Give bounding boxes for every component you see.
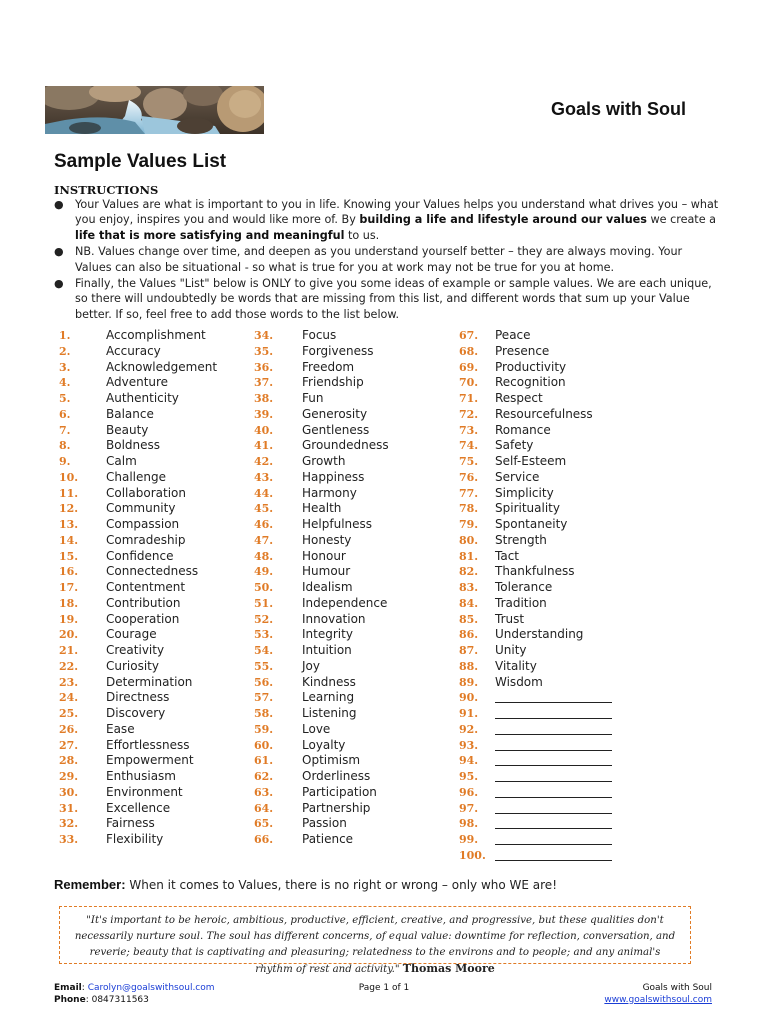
- quote-text: "It's important to be heroic, ambitious, productive, efficient, creative, and progressive, but these qualities don't necessarily nurture soul. The soul has different concerns, of equal value: downtime for reflection, conversation, and reverie; beauty that is captivating and pleasuring; relatedness to the environs and to people; and any animal's rhythm of rest and activity.": [74, 915, 676, 975]
- value-number: 38.: [254, 392, 274, 405]
- blank-value-line[interactable]: [495, 702, 612, 703]
- phone-value: 0847311563: [91, 994, 149, 1005]
- value-label: Listening: [302, 706, 357, 720]
- value-label: Community: [106, 501, 176, 516]
- value-number: 39.: [254, 407, 274, 421]
- value-label: Peace: [495, 328, 531, 342]
- value-number: 33.: [59, 833, 79, 846]
- value-number: 92.: [459, 722, 479, 736]
- value-number: 32.: [59, 817, 79, 831]
- instruction-text: to us.: [344, 228, 380, 242]
- value-number: 20.: [59, 628, 79, 642]
- footer-contact: Email: Carolyn@goalswithsoul.com Phone: 0847311563: [54, 983, 215, 1005]
- website-link[interactable]: www.goalswithsoul.com: [604, 994, 712, 1005]
- value-label: Spirituality: [495, 501, 560, 516]
- remember-note: [54, 877, 557, 892]
- value-label: Growth: [302, 454, 346, 468]
- value-label: Forgiveness: [302, 343, 374, 358]
- value-number: 16.: [59, 565, 79, 579]
- blank-value-line[interactable]: [495, 750, 612, 751]
- value-number: 91.: [459, 707, 479, 720]
- value-label: Wisdom: [495, 674, 543, 689]
- value-number: 14.: [59, 533, 79, 547]
- value-label: Independence: [302, 595, 388, 610]
- value-number: 87.: [459, 644, 479, 657]
- value-number: 88.: [459, 659, 479, 673]
- value-label: Focus: [302, 328, 337, 342]
- value-label: Flexibility: [106, 832, 164, 846]
- value-number: 99.: [459, 833, 479, 846]
- value-label: Safety: [495, 438, 534, 453]
- value-number: 13.: [59, 518, 79, 531]
- value-number: 44.: [254, 486, 274, 500]
- value-label: Recognition: [495, 375, 566, 390]
- value-label: Generosity: [302, 406, 368, 421]
- value-label: Curiosity: [106, 658, 159, 673]
- value-number: 83.: [459, 581, 479, 594]
- value-label: Kindness: [302, 674, 356, 689]
- value-label: Accomplishment: [106, 328, 206, 342]
- value-number: 49.: [254, 565, 274, 579]
- value-label: Confidence: [106, 548, 174, 563]
- value-label: Beauty: [106, 422, 149, 437]
- value-number: 17.: [59, 581, 79, 594]
- value-label: Honesty: [302, 532, 352, 547]
- quote-author: Thomas Moore: [402, 962, 495, 975]
- value-label: Partnership: [302, 800, 371, 815]
- value-label: Optimism: [302, 753, 361, 768]
- value-label: Simplicity: [495, 485, 554, 500]
- blank-value-line[interactable]: [495, 797, 612, 798]
- value-number: 19.: [59, 612, 79, 626]
- value-label: Resourcefulness: [495, 406, 593, 421]
- value-label: Environment: [106, 784, 183, 799]
- value-number: 94.: [459, 754, 479, 768]
- value-label: Boldness: [106, 438, 161, 453]
- value-number: 18.: [59, 596, 79, 610]
- value-number: 85.: [459, 612, 479, 626]
- value-label: Fun: [302, 391, 324, 405]
- value-number: 3.: [59, 360, 71, 374]
- value-number: 15.: [59, 549, 79, 563]
- value-number: 46.: [254, 518, 274, 531]
- value-label: Discovery: [106, 706, 166, 720]
- value-label: Learning: [302, 690, 355, 705]
- value-number: 27.: [59, 738, 79, 752]
- value-label: Calm: [106, 454, 137, 468]
- value-number: 56.: [254, 675, 274, 689]
- value-label: Passion: [302, 816, 347, 831]
- blank-value-line[interactable]: [495, 860, 612, 861]
- value-number: 73.: [459, 423, 479, 437]
- instruction-text: we create a: [646, 213, 716, 227]
- instruction-item: [54, 197, 719, 243]
- value-label: Contribution: [106, 595, 181, 610]
- value-label: Helpfulness: [302, 517, 373, 531]
- value-number: 52.: [254, 612, 274, 626]
- value-label: Patience: [302, 832, 354, 846]
- value-number: 55.: [254, 659, 274, 673]
- value-number: 76.: [459, 470, 479, 484]
- blank-value-line[interactable]: [495, 828, 612, 829]
- value-label: Freedom: [302, 359, 355, 374]
- value-label: Tact: [495, 548, 519, 563]
- value-number: 58.: [254, 707, 274, 720]
- value-number: 50.: [254, 581, 274, 594]
- value-number: 90.: [459, 691, 479, 705]
- email-label: Email: [54, 983, 82, 993]
- value-number: 42.: [254, 455, 274, 468]
- value-number: 82.: [459, 565, 479, 579]
- value-number: 67.: [459, 329, 479, 342]
- value-number: 93.: [459, 738, 479, 752]
- instructions-heading: INSTRUCTIONS: [54, 183, 159, 197]
- value-label: Fairness: [106, 816, 155, 831]
- value-label: Self-Esteem: [495, 454, 567, 468]
- remember-label: Remember:: [54, 877, 126, 892]
- value-number: 26.: [59, 722, 79, 736]
- value-number: 84.: [459, 596, 479, 610]
- value-label: Orderliness: [302, 769, 371, 783]
- value-label: Collaboration: [106, 485, 186, 500]
- value-label: Comradeship: [106, 532, 186, 547]
- value-label: Challenge: [106, 469, 166, 484]
- value-number: 45.: [254, 502, 274, 516]
- value-label: Service: [495, 469, 540, 484]
- value-label: Trust: [495, 611, 525, 626]
- value-number: 100.: [459, 848, 486, 862]
- instructions-list: [54, 197, 719, 323]
- value-number: 24.: [59, 691, 79, 705]
- value-number: 51.: [254, 596, 274, 610]
- value-number: 40.: [254, 423, 274, 437]
- value-label: Idealism: [302, 580, 353, 594]
- value-label: Loyalty: [302, 737, 346, 752]
- value-label: Health: [302, 501, 342, 516]
- value-number: 48.: [254, 549, 274, 563]
- value-number: 25.: [59, 707, 79, 720]
- value-number: 97.: [459, 801, 479, 815]
- value-label: Effortlessness: [106, 737, 190, 752]
- value-label: Courage: [106, 627, 157, 642]
- value-label: Integrity: [302, 627, 353, 642]
- value-label: Balance: [106, 406, 154, 421]
- value-number: 28.: [59, 754, 79, 768]
- value-number: 8.: [59, 439, 71, 453]
- value-number: 77.: [459, 486, 479, 500]
- value-number: 89.: [459, 675, 479, 689]
- page-title: Sample Values List: [54, 151, 227, 172]
- value-number: 78.: [459, 502, 479, 516]
- value-label: Directness: [106, 690, 170, 705]
- bullet-icon: ●: [54, 245, 64, 259]
- value-label: Creativity: [106, 643, 165, 657]
- value-label: Connectedness: [106, 564, 199, 579]
- value-label: Joy: [302, 658, 320, 673]
- value-number: 10.: [59, 470, 79, 484]
- value-label: Thankfulness: [495, 564, 575, 579]
- value-number: 74.: [459, 439, 479, 453]
- value-number: 31.: [59, 801, 79, 815]
- blank-value-line[interactable]: [495, 813, 612, 814]
- value-number: 72.: [459, 407, 479, 421]
- value-number: 7.: [59, 423, 71, 437]
- value-number: 2.: [59, 344, 71, 358]
- value-number: 34.: [254, 329, 274, 342]
- blank-value-line[interactable]: [495, 718, 612, 719]
- blank-value-line[interactable]: [495, 765, 612, 766]
- value-number: 37.: [254, 376, 274, 390]
- value-number: 30.: [59, 785, 79, 799]
- bullet-icon: ●: [54, 198, 64, 211]
- value-number: 43.: [254, 470, 274, 484]
- value-number: 65.: [254, 817, 274, 831]
- value-number: 21.: [59, 644, 79, 657]
- remember-text: When it comes to Values, there is no right or wrong – only who WE are!: [125, 878, 557, 892]
- value-number: 96.: [459, 785, 479, 799]
- value-label: Groundedness: [302, 438, 389, 453]
- value-label: Happiness: [302, 469, 365, 484]
- value-label: Determination: [106, 674, 193, 689]
- value-label: Intuition: [302, 643, 352, 657]
- value-number: 62.: [254, 770, 274, 783]
- value-number: 59.: [254, 722, 274, 736]
- value-label: Compassion: [106, 517, 180, 531]
- value-number: 41.: [254, 439, 274, 453]
- value-number: 5.: [59, 392, 71, 405]
- value-number: 29.: [59, 770, 79, 783]
- value-number: 68.: [459, 344, 479, 358]
- instruction-text: Your Values are what is important to you in life. Knowing your Values helps you understand what drives you – what you enjoy, inspires you and would like more of. By: [75, 198, 719, 227]
- value-label: Empowerment: [106, 753, 194, 768]
- value-number: 9.: [59, 455, 71, 468]
- value-label: Ease: [106, 721, 135, 736]
- value-label: Tradition: [495, 595, 547, 610]
- value-number: 54.: [254, 644, 274, 657]
- value-label: Spontaneity: [495, 517, 568, 531]
- value-label: Understanding: [495, 627, 584, 642]
- value-number: 60.: [254, 738, 274, 752]
- footer-brand: [604, 983, 712, 1006]
- value-label: Cooperation: [106, 611, 180, 626]
- value-label: Strength: [495, 532, 547, 547]
- value-number: 4.: [59, 376, 71, 390]
- bullet-icon: ●: [54, 277, 64, 291]
- value-label: Innovation: [302, 611, 366, 626]
- value-number: 80.: [459, 533, 479, 547]
- footer-brand-name: Goals with Soul: [642, 983, 712, 993]
- value-number: 75.: [459, 455, 479, 468]
- value-label: Humour: [302, 564, 351, 579]
- value-number: 95.: [459, 770, 479, 783]
- phone-label: Phone: [54, 994, 86, 1005]
- value-number: 86.: [459, 628, 479, 642]
- value-label: Participation: [302, 784, 377, 799]
- value-number: 71.: [459, 392, 479, 405]
- blank-value-line[interactable]: [495, 781, 612, 782]
- value-label: Love: [302, 721, 331, 736]
- value-label: Enthusiasm: [106, 769, 176, 783]
- value-label: Harmony: [302, 485, 357, 500]
- value-label: Adventure: [106, 375, 169, 390]
- value-label: Tolerance: [495, 580, 553, 594]
- value-number: 64.: [254, 801, 274, 815]
- blank-value-line[interactable]: [495, 734, 612, 735]
- value-number: 61.: [254, 754, 274, 768]
- value-number: 36.: [254, 360, 274, 374]
- value-number: 70.: [459, 376, 479, 390]
- value-label: Unity: [495, 643, 527, 657]
- value-number: 98.: [459, 817, 479, 831]
- value-label: Vitality: [495, 658, 537, 673]
- value-label: Gentleness: [302, 422, 370, 437]
- value-label: Productivity: [495, 359, 567, 374]
- instruction-text: NB. Values change over time, and deepen as you understand yourself better – they are always moving. Your Values can also be situational - so what is true for you at work may not be true for you at home.: [75, 245, 683, 274]
- value-number: 1.: [59, 329, 71, 342]
- instruction-bold-text: building a life and lifestyle around our values: [359, 213, 647, 227]
- instruction-text: Finally, the Values "List" below is ONLY to give you some ideas of example or sample values. We are each unique, so there will undoubtedly be words that are missing from this list, and different words that sum up your Value better. If so, feel free to add those words to the list below.: [75, 277, 712, 321]
- value-number: 11.: [59, 486, 79, 500]
- value-label: Excellence: [106, 800, 171, 815]
- value-number: 57.: [254, 691, 274, 705]
- value-label: Presence: [495, 343, 550, 358]
- value-number: 63.: [254, 785, 274, 799]
- blank-value-line[interactable]: [495, 844, 612, 845]
- value-label: Accuracy: [106, 343, 161, 358]
- quote-box: [59, 906, 691, 975]
- value-label: Contentment: [106, 580, 186, 594]
- value-number: 12.: [59, 502, 79, 516]
- value-number: 23.: [59, 675, 79, 689]
- waterfall-header-image: [45, 86, 264, 134]
- value-number: 79.: [459, 518, 479, 531]
- page-number: Page 1 of 1: [358, 983, 410, 993]
- value-number: 53.: [254, 628, 274, 642]
- value-number: 6.: [59, 407, 71, 421]
- instruction-bold-text: life that is more satisfying and meaningful: [75, 228, 345, 242]
- value-label: Acknowledgement: [106, 359, 218, 374]
- value-number: 47.: [254, 533, 274, 547]
- value-label: Romance: [495, 422, 551, 437]
- value-label: Respect: [495, 391, 543, 405]
- instruction-item: [54, 276, 719, 322]
- value-label: Authenticity: [106, 391, 179, 405]
- value-number: 69.: [459, 360, 479, 374]
- value-number: 66.: [254, 833, 274, 846]
- brand-name: Goals with Soul: [550, 99, 686, 119]
- instruction-item: [54, 244, 719, 275]
- value-number: 22.: [59, 659, 79, 673]
- value-label: Friendship: [302, 375, 364, 390]
- value-number: 81.: [459, 549, 479, 563]
- value-number: 35.: [254, 344, 274, 358]
- email-link[interactable]: Carolyn@goalswithsoul.com: [87, 983, 215, 993]
- value-label: Honour: [302, 548, 346, 563]
